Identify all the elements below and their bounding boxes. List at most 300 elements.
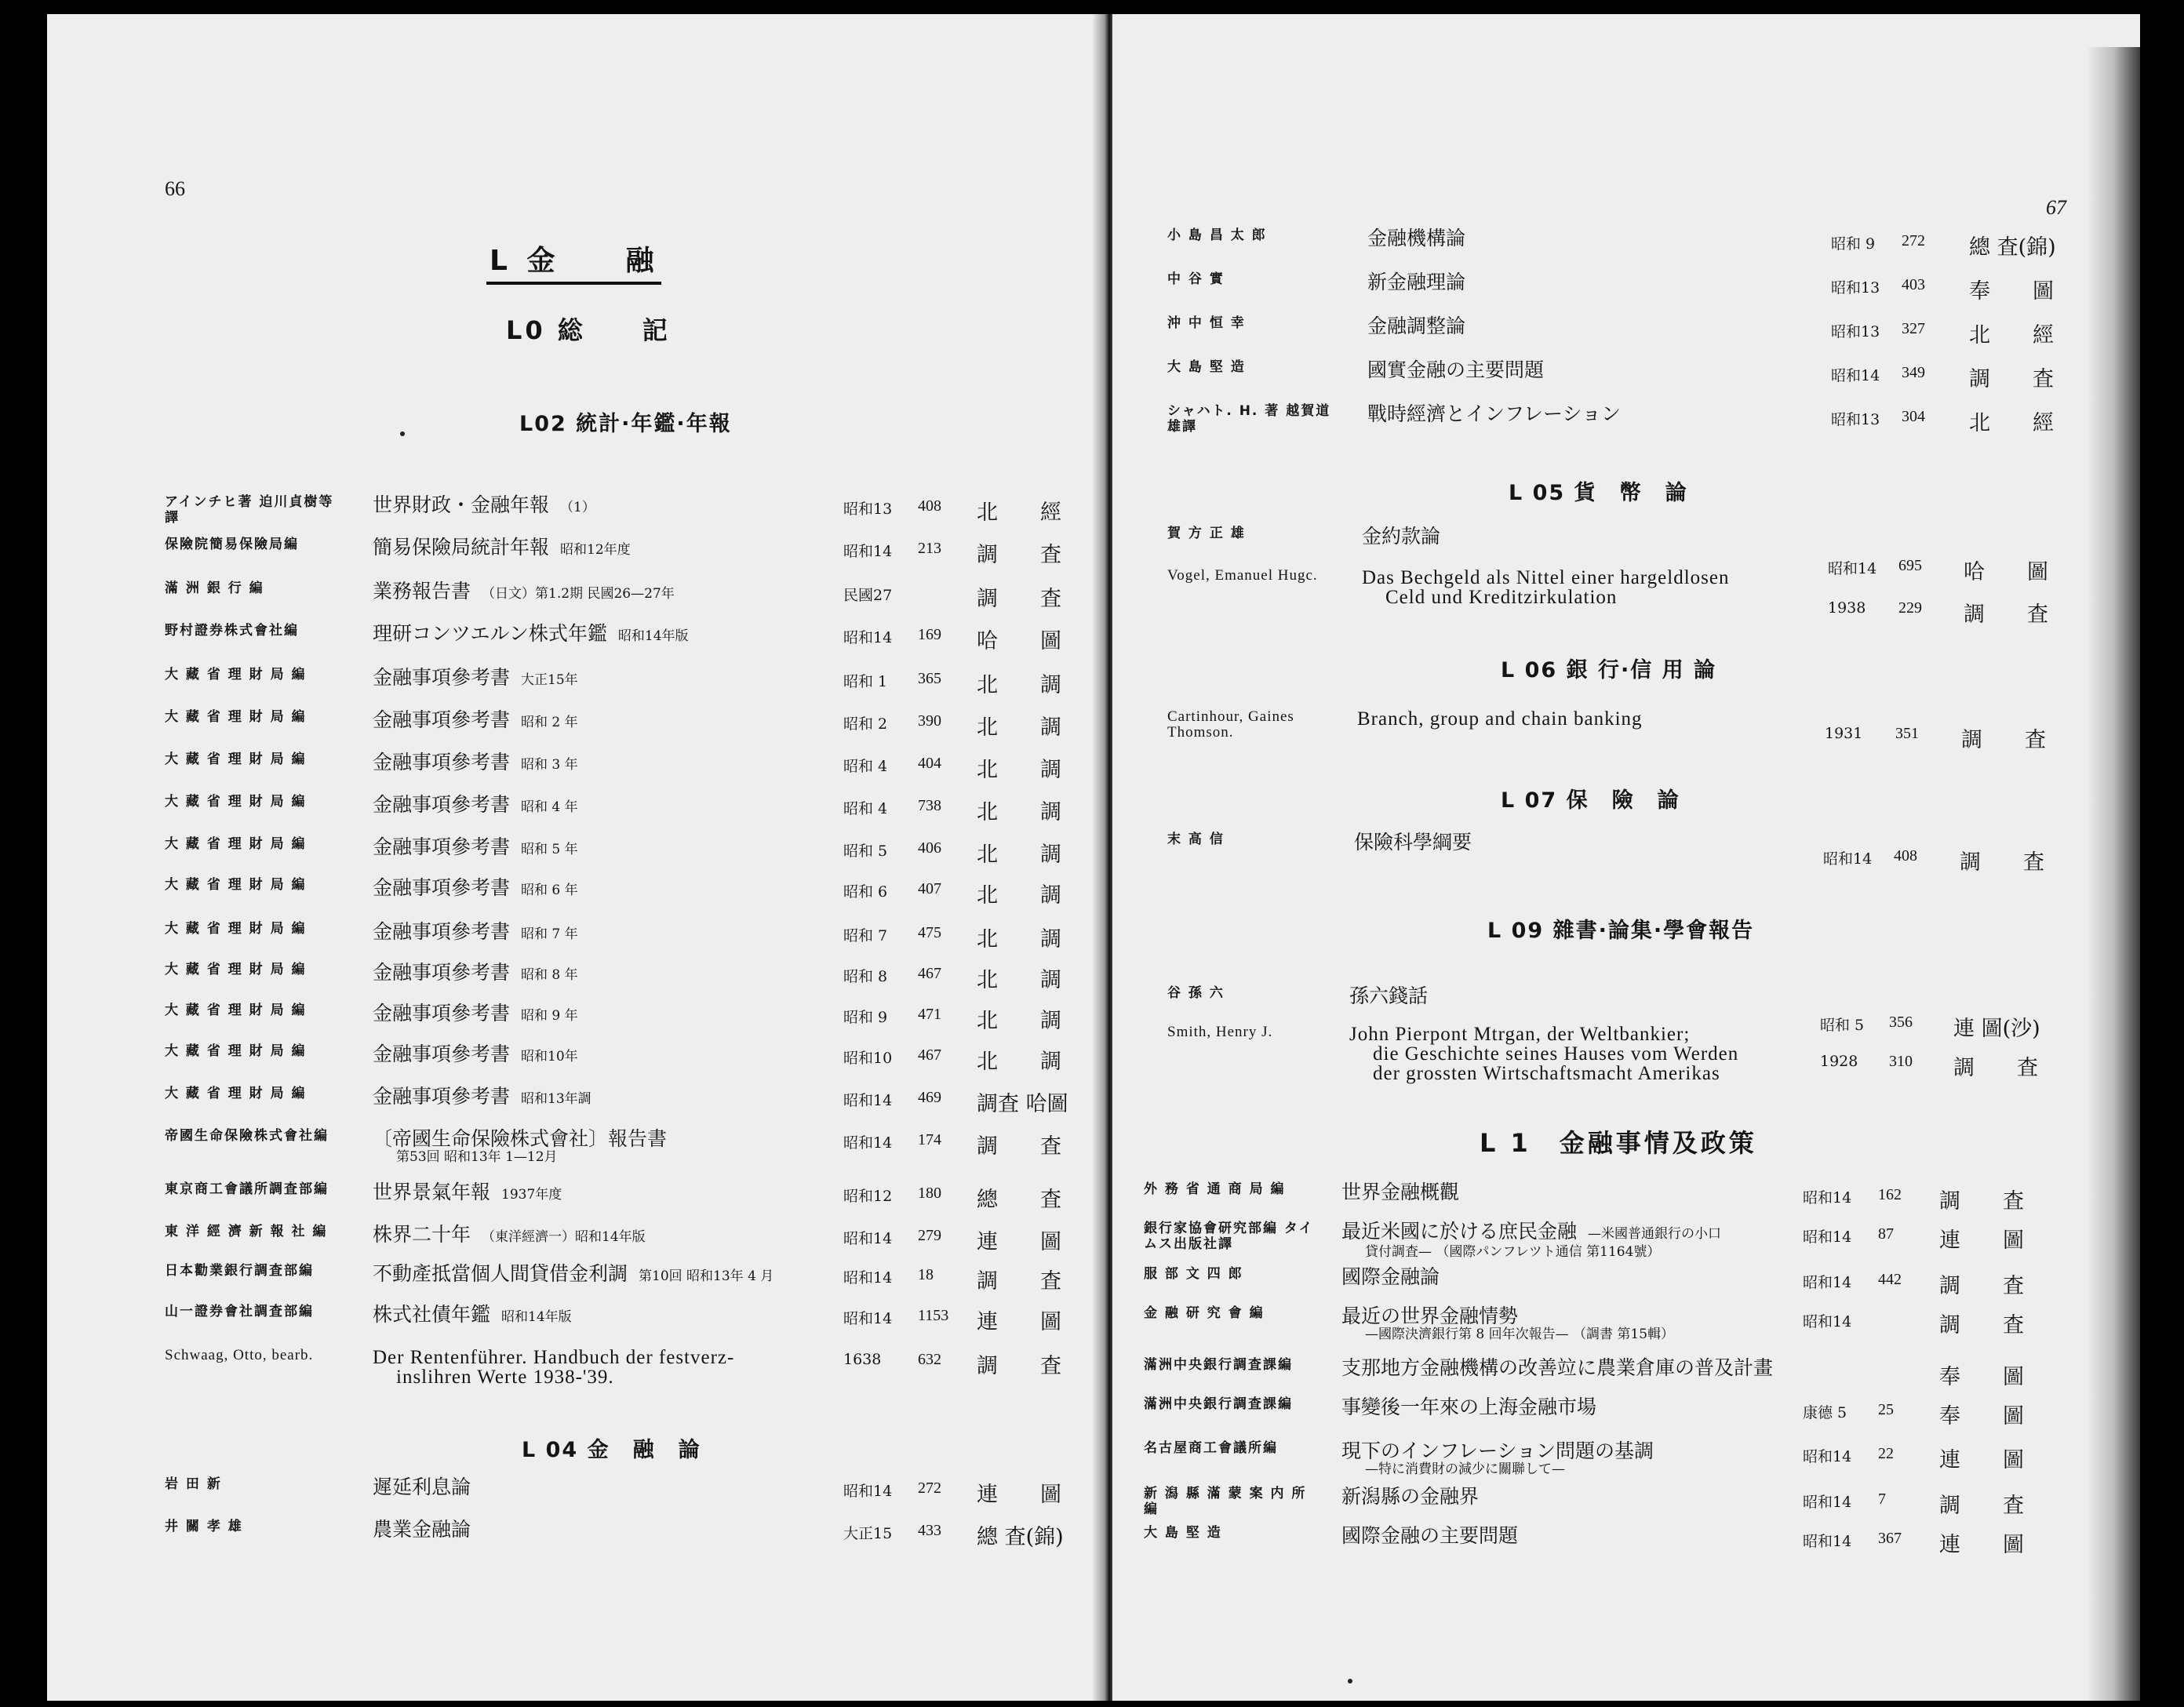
- print-speck: [1348, 1679, 1352, 1683]
- entry-pages: 310: [1889, 1053, 1913, 1070]
- entry-year: 昭和14: [843, 629, 893, 646]
- entry-pages: 356: [1889, 1014, 1913, 1031]
- entry-pages: 279: [918, 1227, 941, 1244]
- entry-title: [1341, 1181, 1459, 1203]
- entry-title-text: 世界金融概觀: [1341, 1181, 1460, 1203]
- entry-title: [373, 1181, 562, 1206]
- entry-year: 昭和14: [843, 543, 893, 560]
- entry-pages: 408: [1894, 847, 1917, 864]
- entry-title-text: 金融事項參考書: [373, 920, 511, 943]
- entry-author: 野村證券株式會社編: [165, 623, 299, 639]
- entry-library: 調 査: [1969, 367, 2054, 391]
- catalogue-entry: [1112, 271, 2140, 311]
- entry-title-text: 農業金融論: [373, 1518, 471, 1541]
- catalogue-entry: [1112, 1305, 2140, 1345]
- entry-author: 滿洲中央銀行調査課編: [1144, 1357, 1293, 1373]
- entry-author: 外 務 省 通 商 局 編: [1144, 1181, 1286, 1197]
- entry-pages: 365: [918, 670, 941, 687]
- entry-title: [373, 1348, 734, 1387]
- entry-library: 連 圖: [1939, 1533, 2024, 1557]
- entry-title: [373, 581, 675, 605]
- entry-year: 昭和 8: [843, 968, 888, 985]
- entry-author: アインチヒ著 迫川貞樹等譯: [165, 494, 334, 526]
- entry-author: シャハト. H. 著 越賀道雄譯: [1167, 403, 1331, 435]
- entry-author: 帝國生命保險株式會社編: [165, 1128, 329, 1144]
- section-heading-l1: L 1 金融事情及政策: [1480, 1128, 1757, 1158]
- entry-author: 名古屋商工會議所編: [1144, 1440, 1278, 1456]
- entry-library: 北 調: [977, 883, 1061, 908]
- catalogue-entry: [1112, 1525, 2140, 1564]
- catalogue-entry: [1112, 708, 2140, 752]
- entry-library: 北 經: [1969, 411, 2054, 435]
- entry-title-text: John Pierpont Mtrgan, der Weltbankier;: [1349, 1024, 1691, 1045]
- entry-title-text: 金融事項參考書: [373, 666, 511, 689]
- entry-author: 大 藏 省 理 財 局 編: [165, 921, 307, 937]
- entry-pages: 351: [1895, 725, 1919, 742]
- catalogue-entry: [47, 1181, 1108, 1221]
- entry-note: 昭和 7 年: [521, 926, 578, 942]
- entry-library: 連 圖: [977, 1310, 1061, 1334]
- entry-title: [373, 1519, 471, 1541]
- entry-year: 昭和14: [843, 1134, 893, 1152]
- entry-title: [1367, 315, 1465, 337]
- catalogue-entry: [47, 1348, 1108, 1387]
- entry-year: 昭和13: [1831, 411, 1880, 428]
- entry-title-line2: inslihren Werte 1938-'39.: [396, 1367, 614, 1388]
- entry-title-line3: der grossten Wirtschaftsmacht Amerikas: [1373, 1063, 1720, 1084]
- entry-note: —米國普通銀行の小口: [1588, 1226, 1722, 1242]
- entry-author: 金 融 研 究 會 編: [1144, 1305, 1265, 1321]
- entry-title-text: Der Rentenführer. Handbuch der festverz-: [373, 1347, 735, 1368]
- catalogue-entry: [47, 1304, 1108, 1343]
- entry-pages: 475: [918, 924, 941, 941]
- entry-title-text: 孫六錢話: [1349, 985, 1429, 1007]
- entry-year: 昭和 7: [843, 927, 888, 944]
- entry-note: 昭和 8 年: [521, 967, 578, 983]
- entry-year: 昭和14: [1803, 1189, 1852, 1207]
- entry-title: [373, 709, 578, 733]
- entry-pages: 213: [918, 540, 941, 557]
- entry-library: 調 査: [1939, 1274, 2024, 1298]
- entry-note: 昭和 2 年: [521, 715, 578, 730]
- entry-title: [373, 962, 578, 986]
- catalogue-entry: [1112, 1396, 2140, 1436]
- entry-author: 大 藏 省 理 財 局 編: [165, 709, 307, 725]
- entry-note: 昭和13年調: [521, 1091, 592, 1107]
- entry-library: 哈 圖: [977, 629, 1061, 653]
- entry-year: 昭和13: [1831, 279, 1880, 297]
- entry-library: 連 圖: [1939, 1228, 2024, 1253]
- entry-year: 昭和14: [843, 1310, 893, 1327]
- catalogue-entry: [47, 1128, 1108, 1167]
- entry-title-text: 國際金融論: [1341, 1265, 1440, 1288]
- catalogue-entry: [1112, 315, 2140, 355]
- catalogue-entry: [1112, 227, 2140, 267]
- section-heading-l09: L 09 雜書·論集·學會報告: [1487, 919, 1755, 943]
- left-page: [47, 14, 1108, 1701]
- entry-title-text: 〔帝國生命保險株式會社〕報告書: [373, 1127, 668, 1150]
- catalogue-entry: [47, 581, 1108, 620]
- entry-pages: 87: [1878, 1225, 1894, 1243]
- entry-title-text: 金融事項參考書: [373, 876, 511, 899]
- catalogue-entry: [47, 1086, 1108, 1125]
- entry-library: 奉 圖: [1969, 279, 2054, 304]
- catalogue-entry: [1112, 359, 2140, 399]
- entry-library: 連 圖: [1939, 1448, 2024, 1472]
- entry-title: [1367, 403, 1621, 425]
- catalogue-entry: [47, 623, 1108, 662]
- entry-title-text: 金融機構論: [1367, 227, 1466, 249]
- entry-year: 昭和 4: [843, 800, 888, 817]
- entry-year: 昭和14: [1803, 1274, 1852, 1291]
- entry-title: [373, 877, 578, 901]
- entry-year: 昭和14: [1803, 1228, 1852, 1246]
- print-speck: [400, 431, 405, 436]
- entry-library: 總 査(錦): [977, 1525, 1064, 1549]
- entry-title: [1354, 832, 1472, 854]
- entry-library: 北 經: [977, 500, 1061, 525]
- entry-year: 昭和14: [843, 1230, 893, 1247]
- entry-pages: 18: [918, 1266, 934, 1283]
- entry-library: 北 調: [977, 927, 1061, 952]
- entry-library: 連 圖(沙): [1953, 1017, 2040, 1041]
- entry-title: [1341, 1486, 1479, 1508]
- entry-author: Cartinhour, Gaines Thomson.: [1167, 708, 1294, 741]
- entry-title-text: 金融事項參考書: [373, 835, 511, 858]
- catalogue-entry: [47, 667, 1108, 706]
- entry-note: 昭和 4 年: [521, 799, 578, 815]
- entry-pages: 7: [1878, 1490, 1886, 1508]
- entry-author: 服 部 文 四 郎: [1144, 1266, 1243, 1282]
- entry-year: 昭和 6: [843, 883, 888, 901]
- catalogue-entry: [1112, 1181, 2140, 1221]
- entry-title: [373, 1043, 578, 1068]
- catalogue-entry: [1112, 567, 2140, 627]
- entry-library: 北 調: [977, 1050, 1061, 1074]
- entry-year: 昭和12: [843, 1188, 893, 1205]
- entry-title-text: 金融事項參考書: [373, 1043, 511, 1065]
- entry-title: [1349, 1025, 1738, 1083]
- entry-library: 調 査: [1939, 1494, 2024, 1518]
- entry-library: 調 査: [977, 1269, 1061, 1294]
- entry-note: （東洋經濟一）昭和14年版: [482, 1229, 646, 1245]
- catalogue-entry: [1112, 1357, 2140, 1396]
- entry-author: 大 藏 省 理 財 局 編: [165, 752, 307, 767]
- entry-pages: 272: [1902, 232, 1925, 249]
- entry-author: 大 藏 省 理 財 局 編: [165, 877, 307, 893]
- entry-note: 昭和 3 年: [521, 757, 578, 773]
- entry-title: [1362, 526, 1440, 548]
- entry-author: 大 藏 省 理 財 局 編: [165, 1086, 307, 1101]
- entry-title: [1341, 1525, 1518, 1547]
- entry-author: 新 潟 縣 滿 蒙 案 内 所 編: [1144, 1486, 1307, 1517]
- entry-year: 昭和13: [843, 500, 893, 518]
- entry-subtitle: —特に消費財の減少に關聯して—: [1365, 1461, 1565, 1477]
- entry-title-text: 理研コンツエルン株式年鑑: [373, 622, 607, 645]
- entry-library: 北 調: [977, 715, 1061, 740]
- entry-pages: 404: [918, 755, 941, 772]
- entry-pages: 467: [918, 1046, 941, 1064]
- catalogue-entry: [1112, 1024, 2140, 1084]
- entry-library: 奉 圖: [1939, 1365, 2024, 1389]
- entry-title-text: 金融調整論: [1367, 315, 1466, 337]
- entry-pages: 738: [918, 797, 941, 814]
- entry-title-text: 最近の世界金融情勢: [1341, 1305, 1519, 1327]
- entry-note: 1937年度: [501, 1187, 562, 1203]
- entry-year: 昭和 1: [843, 673, 888, 690]
- entry-title-text: 新潟縣の金融界: [1341, 1485, 1480, 1508]
- entry-library: 北 調: [977, 843, 1061, 867]
- entry-note: 昭和 9 年: [521, 1008, 578, 1024]
- entry-author: 東京商工會議所調査部編: [165, 1181, 329, 1197]
- entry-library: 北 調: [977, 1009, 1061, 1033]
- entry-title: [1349, 985, 1428, 1007]
- entry-pages: 25: [1878, 1401, 1894, 1418]
- entry-pages: 469: [918, 1089, 941, 1106]
- section-heading-l07: L 07 保 險 論: [1501, 788, 1680, 813]
- entry-year: 1938: [1828, 599, 1866, 617]
- catalogue-entry: [47, 921, 1108, 960]
- entry-title: [373, 623, 689, 647]
- entry-title-text: 國際金融の主要問題: [1341, 1524, 1519, 1547]
- entry-pages: 408: [918, 497, 941, 515]
- entry-title: [1362, 568, 1730, 607]
- entry-author: 大 島 堅 造: [1144, 1525, 1222, 1541]
- entry-title-text: 戰時經濟とインフレーション: [1367, 402, 1622, 425]
- entry-library: 哈 圖: [1964, 560, 2048, 584]
- entry-note: 昭和14年版: [617, 628, 689, 644]
- page-number: 67: [2046, 196, 2066, 219]
- entry-library: 調査 哈圖: [977, 1092, 1068, 1116]
- entry-note: 昭和10年: [521, 1049, 578, 1065]
- entry-author: Schwaag, Otto, bearb.: [165, 1347, 314, 1363]
- entry-library: 連 圖: [977, 1230, 1061, 1254]
- entry-title-text: 最近米國に於ける庶民金融: [1341, 1220, 1578, 1243]
- entry-title: [1357, 709, 1643, 729]
- entry-title: [373, 1003, 578, 1027]
- right-edge-shadow: [2087, 47, 2140, 1701]
- entry-title-text: 金約款論: [1362, 525, 1441, 548]
- entry-pages: 471: [918, 1006, 941, 1023]
- entry-pages: 695: [1898, 557, 1922, 574]
- catalogue-entry: [47, 1043, 1108, 1083]
- right-page: [1112, 14, 2140, 1701]
- entry-note: 昭和 6 年: [521, 883, 578, 898]
- entry-author: 滿 洲 銀 行 編: [165, 581, 264, 596]
- catalogue-entry: [47, 1003, 1108, 1042]
- entry-library: 總 査: [977, 1188, 1061, 1212]
- entry-title-text: 事變後一年來の上海金融市場: [1341, 1396, 1597, 1418]
- entry-year: 昭和14: [1803, 1313, 1852, 1330]
- entry-pages: 180: [918, 1185, 941, 1202]
- entry-pages: 349: [1902, 364, 1925, 381]
- entry-library: 調 査: [1960, 850, 2044, 875]
- entry-title: [373, 537, 631, 561]
- entry-author: 大 藏 省 理 財 局 編: [165, 1003, 307, 1018]
- entry-author: Vogel, Emanuel Hugc.: [1167, 567, 1318, 584]
- catalogue-entry: [1112, 403, 2140, 442]
- catalogue-entry: [1112, 1221, 2140, 1260]
- entry-title: [373, 1086, 592, 1110]
- entry-library: 調 査: [1961, 728, 2046, 752]
- catalogue-entry: [1112, 1266, 2140, 1305]
- entry-title: [373, 667, 578, 691]
- entry-title: [1341, 1305, 1674, 1341]
- entry-year: 昭和14: [1803, 1533, 1852, 1550]
- entry-author: 銀行家協會研究部編 タイムス出版社譯: [1144, 1221, 1314, 1252]
- catalogue-entry: [1112, 831, 2140, 875]
- entry-library: 奉 圖: [1939, 1404, 2024, 1429]
- entry-year: 1931: [1825, 725, 1863, 742]
- entry-note: 第10回 昭和13年 4 月: [639, 1268, 774, 1284]
- entry-library: 調 査: [977, 1134, 1061, 1159]
- entry-year: 昭和14: [1828, 560, 1877, 577]
- entry-library: 調 査: [1939, 1313, 2024, 1338]
- entry-title-text: 國實金融の主要問題: [1367, 359, 1545, 381]
- entry-year: 昭和 5: [1820, 1017, 1865, 1034]
- entry-title-text: Das Bechgeld als Nittel einer hargeldlosen: [1362, 567, 1730, 588]
- entry-author: 岩 田 新: [165, 1476, 222, 1492]
- catalogue-entry: [47, 962, 1108, 1001]
- entry-title-text: 金融事項參考書: [373, 751, 511, 773]
- entry-note: 昭和14年版: [501, 1309, 572, 1325]
- entry-pages: 272: [918, 1480, 941, 1497]
- entry-pages: 406: [918, 839, 941, 857]
- entry-author: Smith, Henry J.: [1167, 1024, 1273, 1040]
- entry-title-text: 金融事項參考書: [373, 708, 511, 731]
- entry-year: 昭和14: [843, 1269, 893, 1287]
- entry-year: 1638: [843, 1351, 882, 1368]
- entry-pages: 22: [1878, 1445, 1894, 1462]
- entry-title: [373, 752, 578, 776]
- entry-year: 昭和14: [1831, 367, 1880, 384]
- entry-title-text: 不動產抵當個人間貸借金利調: [373, 1262, 628, 1285]
- entry-library: 總 査(錦): [1969, 235, 2056, 260]
- entry-pages: 632: [918, 1351, 941, 1368]
- entry-library: 北 調: [977, 758, 1061, 782]
- entry-year: 昭和 4: [843, 758, 888, 775]
- entry-author: 大 藏 省 理 財 局 編: [165, 794, 307, 810]
- entry-pages: 403: [1902, 276, 1925, 293]
- catalogue-entry: [47, 1224, 1108, 1263]
- entry-title-line2: die Geschichte seines Hauses vom Werden: [1373, 1043, 1739, 1065]
- subsection-heading-l04: L 04 金 融 論: [522, 1438, 701, 1462]
- entry-title: [373, 1263, 774, 1287]
- entry-title: [1341, 1221, 1721, 1259]
- entry-author: 谷 孫 六: [1167, 985, 1225, 1001]
- entry-title-text: 世界景氣年報: [373, 1181, 491, 1203]
- entry-note: 昭和12年度: [560, 542, 631, 558]
- entry-title-text: 業務報告書: [373, 580, 471, 602]
- entry-pages: 407: [918, 880, 941, 897]
- entry-pages: 162: [1878, 1186, 1902, 1203]
- entry-year: 昭和13: [1831, 323, 1880, 340]
- entry-library: 北 調: [977, 800, 1061, 824]
- entry-year: 昭和14: [1803, 1494, 1852, 1511]
- entry-pages: 433: [918, 1522, 941, 1539]
- entry-library: 調 査: [977, 543, 1061, 567]
- entry-title: [1341, 1440, 1654, 1476]
- entry-author: 山一證券會社調査部編: [165, 1304, 314, 1319]
- entry-pages: 327: [1902, 320, 1925, 337]
- entry-pages: 367: [1878, 1530, 1902, 1547]
- entry-library: 北 調: [977, 673, 1061, 697]
- catalogue-entry: [47, 877, 1108, 916]
- section-heading: L0 総 記: [506, 315, 671, 345]
- entry-library: 調 査: [977, 1354, 1061, 1378]
- chapter-heading: L 金 融: [486, 238, 661, 285]
- entry-library: 調 査: [1953, 1056, 2038, 1080]
- entry-title: [373, 836, 578, 861]
- catalogue-entry: [47, 1519, 1108, 1558]
- entry-title-text: 金融事項參考書: [373, 1085, 511, 1108]
- entry-title-text: 金融事項參考書: [373, 961, 511, 984]
- catalogue-entry: [47, 794, 1108, 833]
- entry-title: [1367, 227, 1465, 249]
- entry-title: [1341, 1357, 1773, 1379]
- entry-year: 昭和 5: [843, 843, 888, 860]
- entry-title: [373, 921, 578, 945]
- entry-year: 昭和10: [843, 1050, 893, 1067]
- section-heading-l06: L 06 銀 行·信 用 論: [1501, 658, 1717, 682]
- entry-author: 日本勸業銀行調査部編: [165, 1263, 314, 1279]
- entry-author: 大 島 堅 造: [1167, 359, 1246, 375]
- entry-library: 北 經: [1969, 323, 2054, 348]
- entry-author: 大 藏 省 理 財 局 編: [165, 667, 307, 682]
- entry-year: 1928: [1820, 1053, 1858, 1070]
- entry-year: 康德 5: [1803, 1404, 1847, 1421]
- entry-title: [1341, 1266, 1440, 1288]
- entry-year: 昭和14: [1803, 1448, 1852, 1465]
- catalogue-entry: [1112, 1486, 2140, 1525]
- entry-author: 滿洲中央銀行調査課編: [1144, 1396, 1293, 1412]
- entry-author: 東 洋 經 濟 新 報 社 編: [165, 1224, 328, 1239]
- entry-author: 大 藏 省 理 財 局 編: [165, 1043, 307, 1059]
- entry-title-text: 世界財政・金融年報: [373, 493, 550, 516]
- entry-title-text: 株界二十年: [373, 1223, 471, 1246]
- entry-note: 昭和 5 年: [521, 842, 578, 857]
- entry-title: [373, 1476, 471, 1498]
- entry-author: 井 關 孝 雄: [165, 1519, 243, 1534]
- entry-author: 大 藏 省 理 財 局 編: [165, 836, 307, 852]
- entry-title: [373, 1128, 667, 1164]
- entry-note: （日文）第1.2期 民國26—27年: [482, 586, 675, 602]
- entry-year: 昭和14: [843, 1483, 893, 1500]
- subsection-heading: L02 統計·年鑑·年報: [519, 412, 732, 436]
- entry-author: 末 高 信: [1167, 832, 1225, 847]
- section-heading-l05: L 05 貨 幣 論: [1509, 481, 1688, 505]
- entry-library: 調 査: [1964, 602, 2048, 627]
- entry-title: [373, 494, 595, 519]
- catalogue-entry: [47, 1476, 1108, 1516]
- catalogue-entry: [1112, 1440, 2140, 1480]
- entry-author: 沖 中 恒 幸: [1167, 315, 1246, 331]
- catalogue-entry: [47, 709, 1108, 748]
- entry-subtitle: —國際決濟銀行第 8 回年次報告— （調書 第15輯）: [1365, 1327, 1675, 1342]
- entry-year: 民國27: [843, 587, 893, 604]
- entry-title: [1367, 359, 1544, 381]
- entry-year: 昭和 9: [843, 1009, 888, 1026]
- entry-year: 大正15: [843, 1525, 893, 1542]
- page-number: 66: [165, 177, 185, 200]
- entry-title: [1341, 1396, 1596, 1418]
- entry-author: 中 谷 實: [1167, 271, 1225, 287]
- entry-pages: 467: [918, 965, 941, 982]
- entry-pages: 1153: [918, 1307, 949, 1324]
- entry-pages: 229: [1898, 599, 1922, 617]
- catalogue-entry: [47, 1263, 1108, 1302]
- entry-title-text: 支那地方金融機構の改善竝に農業倉庫の普及計畫: [1341, 1356, 1774, 1379]
